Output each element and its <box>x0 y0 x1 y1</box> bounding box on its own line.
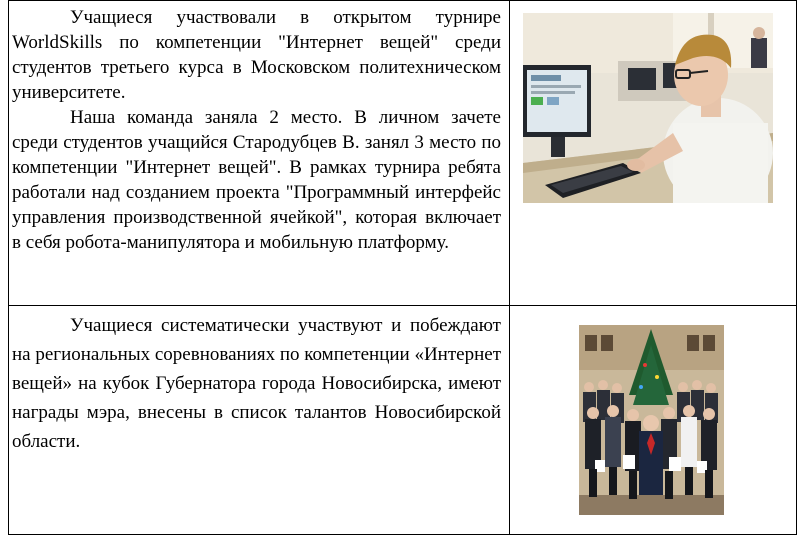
image-cell-worldskills <box>510 1 797 306</box>
content-table <box>8 0 797 535</box>
photo-group-award <box>579 325 724 515</box>
paragraph-result: Наша команда заняла 2 место. В личном зачете среди студентов учащийся Стародубцев В. занял 3 место по компетенции "Интернет вещей". В рамках турнира ребята работали над созданием проекта "Программный интерфейс управления производственной ячейкой", которая включает в себя робота-манипулятора и мобильную платформу. <box>12 107 501 253</box>
text-cell-worldskills <box>9 1 510 306</box>
table-row <box>9 1 797 306</box>
paragraph-regional: Учащиеся систематически участвуют и побеждают на региональных соревнованиях по компетенции «Интернет вещей» на кубок Губернатора города Новосибирска, имеют награды мэра, внесены в список талантов Новосибирской области. <box>12 315 501 452</box>
table-row <box>9 306 797 535</box>
photo-student-at-computer <box>523 13 773 203</box>
text-cell-regional <box>9 306 510 535</box>
image-cell-regional <box>510 306 797 535</box>
paragraph-tournament: Учащиеся участвовали в открытом турнире WorldSkills по компетенции "Интернет вещей" среди студентов третьего курса в Московском политехническом университете. <box>12 7 501 103</box>
